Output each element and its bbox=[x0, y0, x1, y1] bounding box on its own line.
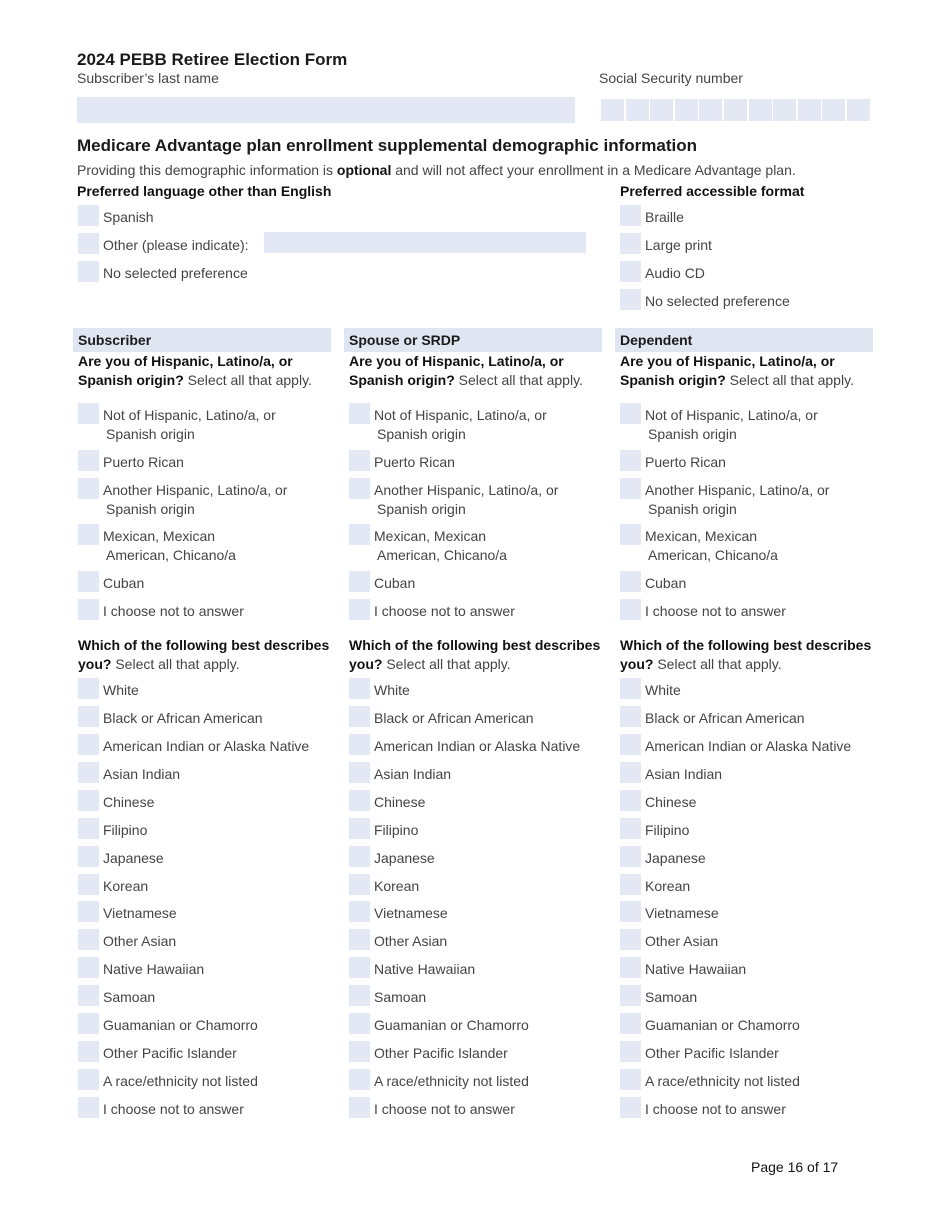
race-option-text: Black or African American bbox=[645, 709, 805, 726]
ssn-digit-box[interactable] bbox=[773, 99, 796, 121]
race-option-text: Other Asian bbox=[645, 933, 719, 950]
hispanic-option-checkbox[interactable] bbox=[78, 524, 99, 545]
hispanic-option-checkbox[interactable] bbox=[620, 450, 641, 471]
race-question bbox=[349, 636, 600, 674]
race-option-label bbox=[374, 932, 447, 951]
race-question-bold: you? bbox=[78, 656, 112, 672]
race-option-checkbox[interactable] bbox=[78, 985, 99, 1006]
race-option-text: Samoan bbox=[103, 989, 156, 1006]
hispanic-option-checkbox[interactable] bbox=[620, 478, 641, 499]
ssn-digit-box[interactable] bbox=[847, 99, 870, 121]
race-option-checkbox[interactable] bbox=[78, 846, 99, 867]
format-option-text: Braille bbox=[645, 209, 684, 225]
hispanic-option-label bbox=[645, 602, 786, 621]
race-option-label bbox=[103, 709, 263, 728]
hispanic-option-text-line2: Spanish origin bbox=[648, 501, 737, 517]
race-option-checkbox[interactable] bbox=[78, 1097, 99, 1118]
hispanic-option-label bbox=[103, 453, 184, 472]
race-option-text: A race/ethnicity not listed bbox=[103, 1073, 258, 1090]
race-option-label bbox=[374, 709, 534, 728]
race-option-text: Native Hawaiian bbox=[645, 961, 747, 978]
hispanic-option-checkbox[interactable] bbox=[349, 599, 370, 620]
ssn-digit-box[interactable] bbox=[749, 99, 772, 121]
race-option-text: I choose not to answer bbox=[645, 1100, 786, 1117]
race-option-label bbox=[374, 904, 448, 923]
race-option-checkbox[interactable] bbox=[620, 706, 641, 727]
race-option-label bbox=[374, 821, 418, 840]
race-question-line1: Which of the following best describes bbox=[78, 637, 330, 653]
hispanic-option-label bbox=[645, 406, 818, 444]
hispanic-option-checkbox[interactable] bbox=[78, 450, 99, 471]
race-option-text: Filipino bbox=[103, 821, 148, 838]
race-question-line1: Which of the following best describes bbox=[349, 637, 601, 653]
hispanic-option-label bbox=[645, 527, 778, 565]
race-option-text: A race/ethnicity not listed bbox=[645, 1073, 800, 1090]
race-option-text: Korean bbox=[103, 877, 149, 894]
ssn-label: Social Security number bbox=[599, 70, 743, 86]
language-option-checkbox[interactable] bbox=[78, 205, 99, 226]
race-option-text: Other Asian bbox=[374, 933, 448, 950]
format-heading: Preferred accessible format bbox=[620, 183, 805, 199]
format-option-text: Audio CD bbox=[645, 265, 705, 281]
language-option-label bbox=[103, 208, 154, 227]
hispanic-option-text-line2: Spanish origin bbox=[106, 426, 195, 442]
race-option-text: Chinese bbox=[645, 793, 697, 810]
race-option-label bbox=[374, 1044, 508, 1063]
race-option-checkbox[interactable] bbox=[349, 1097, 370, 1118]
race-option-checkbox[interactable] bbox=[349, 706, 370, 727]
ssn-digit-box[interactable] bbox=[626, 99, 649, 121]
race-option-checkbox[interactable] bbox=[78, 734, 99, 755]
race-option-checkbox[interactable] bbox=[349, 1013, 370, 1034]
hispanic-question-line1: Are you of Hispanic, Latino/a, or bbox=[620, 353, 835, 369]
language-option-checkbox[interactable] bbox=[78, 233, 99, 254]
format-option-label bbox=[645, 208, 684, 227]
race-option-text: I choose not to answer bbox=[374, 1100, 515, 1117]
hispanic-option-checkbox[interactable] bbox=[349, 450, 370, 471]
hispanic-option-text: Mexican, Mexican bbox=[374, 528, 487, 544]
hispanic-option-checkbox[interactable] bbox=[78, 599, 99, 620]
race-option-text: American Indian or Alaska Native bbox=[374, 737, 581, 754]
race-option-checkbox[interactable] bbox=[349, 957, 370, 978]
race-option-text: A race/ethnicity not listed bbox=[374, 1073, 529, 1090]
race-option-checkbox[interactable] bbox=[620, 818, 641, 839]
race-option-label bbox=[645, 793, 696, 812]
race-option-text: Samoan bbox=[645, 989, 698, 1006]
race-option-label bbox=[645, 932, 718, 951]
race-option-checkbox[interactable] bbox=[349, 846, 370, 867]
format-option-text: No selected preference bbox=[645, 293, 790, 309]
race-option-text: Black or African American bbox=[103, 709, 263, 726]
race-option-checkbox[interactable] bbox=[349, 874, 370, 895]
race-option-label bbox=[645, 681, 681, 700]
hispanic-option-label bbox=[645, 453, 726, 472]
hispanic-option-checkbox[interactable] bbox=[349, 524, 370, 545]
race-option-text: Japanese bbox=[645, 849, 706, 866]
race-option-text: Vietnamese bbox=[103, 905, 177, 922]
hispanic-option-label bbox=[374, 481, 558, 519]
race-option-checkbox[interactable] bbox=[620, 929, 641, 950]
race-option-label bbox=[374, 1100, 515, 1119]
race-option-checkbox[interactable] bbox=[620, 1097, 641, 1118]
ssn-digit-box[interactable] bbox=[675, 99, 698, 121]
hispanic-option-text-line2: American, Chicano/a bbox=[377, 547, 507, 563]
format-option-text: Large print bbox=[645, 237, 712, 253]
race-option-label bbox=[374, 877, 419, 896]
race-option-label bbox=[645, 877, 690, 896]
hispanic-option-text-line2: American, Chicano/a bbox=[648, 547, 778, 563]
hispanic-option-text: Not of Hispanic, Latino/a, or bbox=[103, 407, 276, 423]
race-option-label bbox=[645, 737, 851, 756]
hispanic-option-text: I choose not to answer bbox=[374, 603, 515, 619]
race-option-checkbox[interactable] bbox=[349, 678, 370, 699]
language-option-text: Spanish bbox=[103, 209, 154, 225]
race-option-text: Native Hawaiian bbox=[103, 961, 205, 978]
race-option-label bbox=[103, 1044, 237, 1063]
race-option-text: Other Pacific Islander bbox=[103, 1045, 237, 1062]
race-option-text: Black or African American bbox=[374, 709, 534, 726]
race-option-label bbox=[103, 1072, 258, 1091]
hispanic-option-text: Cuban bbox=[103, 575, 145, 591]
hispanic-option-text-line2: Spanish origin bbox=[377, 501, 466, 517]
form-title: 2024 PEBB Retiree Election Form bbox=[77, 50, 348, 69]
hispanic-option-text: Puerto Rican bbox=[374, 454, 455, 470]
race-option-text: Asian Indian bbox=[103, 765, 181, 782]
hispanic-option-label bbox=[103, 406, 276, 444]
hispanic-option-text: I choose not to answer bbox=[645, 603, 786, 619]
language-option-label bbox=[103, 264, 248, 283]
race-option-label bbox=[103, 932, 176, 951]
race-option-checkbox[interactable] bbox=[78, 790, 99, 811]
race-option-label bbox=[103, 904, 177, 923]
ssn-digit-box[interactable] bbox=[601, 99, 624, 121]
race-option-checkbox[interactable] bbox=[620, 1069, 641, 1090]
race-option-text: Filipino bbox=[645, 821, 690, 838]
hispanic-option-text: Mexican, Mexican bbox=[103, 528, 216, 544]
race-option-checkbox[interactable] bbox=[349, 929, 370, 950]
race-option-text: American Indian or Alaska Native bbox=[103, 737, 310, 754]
race-question-line1: Which of the following best describes bbox=[620, 637, 872, 653]
last-name-field[interactable] bbox=[77, 97, 575, 123]
race-option-text: Vietnamese bbox=[645, 905, 719, 922]
race-option-checkbox[interactable] bbox=[620, 985, 641, 1006]
hispanic-option-text: Another Hispanic, Latino/a, or bbox=[374, 482, 559, 498]
intro-bold: optional bbox=[336, 162, 392, 178]
hispanic-option-text: I choose not to answer bbox=[103, 603, 244, 619]
hispanic-question-line1: Are you of Hispanic, Latino/a, or bbox=[78, 353, 293, 369]
hispanic-option-text: Puerto Rican bbox=[645, 454, 726, 470]
intro-after: and will not affect your enrollment in a Medicare Advantage plan. bbox=[391, 162, 796, 178]
race-option-text: White bbox=[103, 682, 139, 698]
hispanic-question-bold: Spanish origin? bbox=[620, 372, 726, 388]
hispanic-option-label bbox=[103, 574, 144, 593]
hispanic-option-checkbox[interactable] bbox=[620, 571, 641, 592]
hispanic-option-label bbox=[374, 527, 507, 565]
race-option-label bbox=[103, 1100, 244, 1119]
hispanic-option-label bbox=[645, 481, 829, 519]
race-option-label bbox=[374, 1016, 529, 1035]
ssn-digit-box[interactable] bbox=[650, 99, 673, 121]
race-option-label bbox=[374, 793, 425, 812]
race-option-checkbox[interactable] bbox=[620, 790, 641, 811]
race-option-label bbox=[103, 849, 164, 868]
race-option-text: Other Pacific Islander bbox=[374, 1045, 508, 1062]
race-option-checkbox[interactable] bbox=[349, 1041, 370, 1062]
hispanic-option-text: Cuban bbox=[374, 575, 416, 591]
race-option-checkbox[interactable] bbox=[620, 762, 641, 783]
hispanic-option-label bbox=[103, 527, 236, 565]
race-option-label bbox=[103, 988, 155, 1007]
race-option-checkbox[interactable] bbox=[349, 790, 370, 811]
hispanic-option-text-line2: Spanish origin bbox=[377, 426, 466, 442]
race-option-checkbox[interactable] bbox=[78, 678, 99, 699]
race-option-text: Samoan bbox=[374, 989, 427, 1006]
race-option-text: Guamanian or Chamorro bbox=[103, 1017, 258, 1034]
hispanic-option-label bbox=[374, 602, 515, 621]
ssn-digit-box[interactable] bbox=[822, 99, 845, 121]
hispanic-option-label bbox=[103, 481, 287, 519]
race-option-label bbox=[645, 1044, 779, 1063]
race-option-label bbox=[103, 821, 147, 840]
race-option-text: Filipino bbox=[374, 821, 419, 838]
page-number: Page 16 of 17 bbox=[751, 1159, 839, 1175]
format-option-checkbox[interactable] bbox=[620, 261, 641, 282]
intro-text bbox=[77, 162, 796, 178]
race-option-checkbox[interactable] bbox=[78, 1013, 99, 1034]
race-option-label bbox=[645, 765, 722, 784]
race-option-checkbox[interactable] bbox=[349, 985, 370, 1006]
race-question-bold: you? bbox=[349, 656, 383, 672]
race-question bbox=[78, 636, 329, 674]
race-question-rest: Select all that apply. bbox=[653, 656, 782, 672]
race-option-label bbox=[645, 709, 805, 728]
race-option-label bbox=[645, 1016, 800, 1035]
hispanic-question bbox=[78, 352, 312, 390]
intro-before: Providing this demographic information is bbox=[77, 162, 337, 178]
race-option-label bbox=[103, 765, 180, 784]
race-option-text: I choose not to answer bbox=[103, 1100, 244, 1117]
race-option-label bbox=[103, 1016, 258, 1035]
hispanic-option-label bbox=[103, 602, 244, 621]
hispanic-option-text-line2: American, Chicano/a bbox=[106, 547, 236, 563]
race-option-checkbox[interactable] bbox=[78, 706, 99, 727]
hispanic-question-line1: Are you of Hispanic, Latino/a, or bbox=[349, 353, 564, 369]
race-option-label bbox=[103, 737, 309, 756]
race-option-checkbox[interactable] bbox=[78, 818, 99, 839]
race-option-checkbox[interactable] bbox=[78, 901, 99, 922]
race-question-rest: Select all that apply. bbox=[382, 656, 511, 672]
hispanic-option-text: Mexican, Mexican bbox=[645, 528, 758, 544]
hispanic-option-text: Another Hispanic, Latino/a, or bbox=[645, 482, 830, 498]
hispanic-option-text-line2: Spanish origin bbox=[106, 501, 195, 517]
column-heading: Subscriber bbox=[73, 328, 331, 352]
ssn-digit-box[interactable] bbox=[699, 99, 722, 121]
race-option-label bbox=[645, 1100, 786, 1119]
ssn-digit-box[interactable] bbox=[724, 99, 747, 121]
race-option-text: White bbox=[645, 682, 681, 698]
race-option-label bbox=[374, 1072, 529, 1091]
hispanic-option-text: Cuban bbox=[645, 575, 687, 591]
race-option-label bbox=[374, 765, 451, 784]
race-option-label bbox=[374, 849, 435, 868]
other-language-input[interactable] bbox=[264, 232, 586, 253]
race-option-text: Japanese bbox=[103, 849, 164, 866]
race-option-text: American Indian or Alaska Native bbox=[645, 737, 852, 754]
race-option-text: Other Asian bbox=[103, 933, 177, 950]
hispanic-question-rest: Select all that apply. bbox=[183, 372, 312, 388]
race-question bbox=[620, 636, 871, 674]
race-option-checkbox[interactable] bbox=[620, 678, 641, 699]
column-heading: Spouse or SRDP bbox=[344, 328, 602, 352]
race-option-label bbox=[103, 960, 204, 979]
section-title: Medicare Advantage plan enrollment supplemental demographic information bbox=[77, 136, 697, 155]
hispanic-option-label bbox=[374, 406, 547, 444]
hispanic-option-text: Puerto Rican bbox=[103, 454, 184, 470]
race-option-checkbox[interactable] bbox=[620, 734, 641, 755]
hispanic-option-text: Another Hispanic, Latino/a, or bbox=[103, 482, 288, 498]
race-option-text: Korean bbox=[645, 877, 691, 894]
race-option-text: Native Hawaiian bbox=[374, 961, 476, 978]
hispanic-question-bold: Spanish origin? bbox=[78, 372, 184, 388]
race-option-checkbox[interactable] bbox=[620, 1041, 641, 1062]
language-option-text: No selected preference bbox=[103, 265, 248, 281]
race-question-bold: you? bbox=[620, 656, 654, 672]
race-option-checkbox[interactable] bbox=[349, 1069, 370, 1090]
hispanic-option-label bbox=[374, 574, 415, 593]
race-option-checkbox[interactable] bbox=[620, 1013, 641, 1034]
race-option-text: Asian Indian bbox=[645, 765, 723, 782]
race-option-label bbox=[645, 1072, 800, 1091]
race-option-label bbox=[103, 877, 148, 896]
race-option-label bbox=[645, 849, 706, 868]
hispanic-option-checkbox[interactable] bbox=[78, 571, 99, 592]
race-option-label bbox=[103, 793, 154, 812]
race-option-text: Guamanian or Chamorro bbox=[645, 1017, 800, 1034]
hispanic-option-text: Not of Hispanic, Latino/a, or bbox=[645, 407, 818, 423]
hispanic-option-checkbox[interactable] bbox=[620, 599, 641, 620]
race-option-checkbox[interactable] bbox=[620, 901, 641, 922]
format-option-label bbox=[645, 264, 705, 283]
race-option-label bbox=[645, 821, 689, 840]
hispanic-option-label bbox=[374, 453, 455, 472]
language-option-label bbox=[103, 236, 249, 255]
race-option-checkbox[interactable] bbox=[349, 818, 370, 839]
race-option-checkbox[interactable] bbox=[620, 874, 641, 895]
race-option-checkbox[interactable] bbox=[78, 1069, 99, 1090]
race-option-checkbox[interactable] bbox=[78, 762, 99, 783]
race-option-checkbox[interactable] bbox=[349, 762, 370, 783]
format-option-label bbox=[645, 236, 712, 255]
race-option-text: White bbox=[374, 682, 410, 698]
hispanic-option-checkbox[interactable] bbox=[349, 403, 370, 424]
hispanic-question bbox=[349, 352, 583, 390]
race-option-text: Other Pacific Islander bbox=[645, 1045, 779, 1062]
hispanic-option-label bbox=[645, 574, 686, 593]
hispanic-question bbox=[620, 352, 854, 390]
race-option-label bbox=[374, 737, 580, 756]
hispanic-option-checkbox[interactable] bbox=[349, 571, 370, 592]
race-option-checkbox[interactable] bbox=[78, 874, 99, 895]
hispanic-option-checkbox[interactable] bbox=[349, 478, 370, 499]
hispanic-option-checkbox[interactable] bbox=[620, 524, 641, 545]
race-option-checkbox[interactable] bbox=[620, 846, 641, 867]
race-option-checkbox[interactable] bbox=[78, 1041, 99, 1062]
hispanic-option-text-line2: Spanish origin bbox=[648, 426, 737, 442]
race-option-text: Chinese bbox=[103, 793, 155, 810]
language-option-checkbox[interactable] bbox=[78, 261, 99, 282]
race-option-label bbox=[645, 960, 746, 979]
race-option-label bbox=[374, 960, 475, 979]
race-question-rest: Select all that apply. bbox=[111, 656, 240, 672]
race-option-text: Japanese bbox=[374, 849, 435, 866]
race-option-text: Chinese bbox=[374, 793, 426, 810]
race-option-checkbox[interactable] bbox=[78, 929, 99, 950]
ssn-digit-box[interactable] bbox=[798, 99, 821, 121]
format-option-checkbox[interactable] bbox=[620, 233, 641, 254]
hispanic-option-text: Not of Hispanic, Latino/a, or bbox=[374, 407, 547, 423]
race-option-text: Vietnamese bbox=[374, 905, 448, 922]
race-option-text: Korean bbox=[374, 877, 420, 894]
race-option-checkbox[interactable] bbox=[620, 957, 641, 978]
race-option-label bbox=[103, 681, 139, 700]
race-option-checkbox[interactable] bbox=[78, 957, 99, 978]
hispanic-question-rest: Select all that apply. bbox=[454, 372, 583, 388]
language-option-text: Other (please indicate): bbox=[103, 237, 249, 253]
race-option-text: Guamanian or Chamorro bbox=[374, 1017, 529, 1034]
last-name-label: Subscriber’s last name bbox=[77, 70, 219, 86]
race-option-label bbox=[374, 988, 426, 1007]
hispanic-option-checkbox[interactable] bbox=[78, 403, 99, 424]
column-heading: Dependent bbox=[615, 328, 873, 352]
race-option-label bbox=[645, 904, 719, 923]
format-option-checkbox[interactable] bbox=[620, 289, 641, 310]
race-option-label bbox=[374, 681, 410, 700]
format-option-label bbox=[645, 292, 790, 311]
hispanic-option-checkbox[interactable] bbox=[78, 478, 99, 499]
hispanic-option-checkbox[interactable] bbox=[620, 403, 641, 424]
language-heading: Preferred language other than English bbox=[77, 183, 332, 199]
hispanic-question-bold: Spanish origin? bbox=[349, 372, 455, 388]
race-option-checkbox[interactable] bbox=[349, 734, 370, 755]
race-option-label bbox=[645, 988, 697, 1007]
race-option-text: Asian Indian bbox=[374, 765, 452, 782]
race-option-checkbox[interactable] bbox=[349, 901, 370, 922]
format-option-checkbox[interactable] bbox=[620, 205, 641, 226]
hispanic-question-rest: Select all that apply. bbox=[725, 372, 854, 388]
